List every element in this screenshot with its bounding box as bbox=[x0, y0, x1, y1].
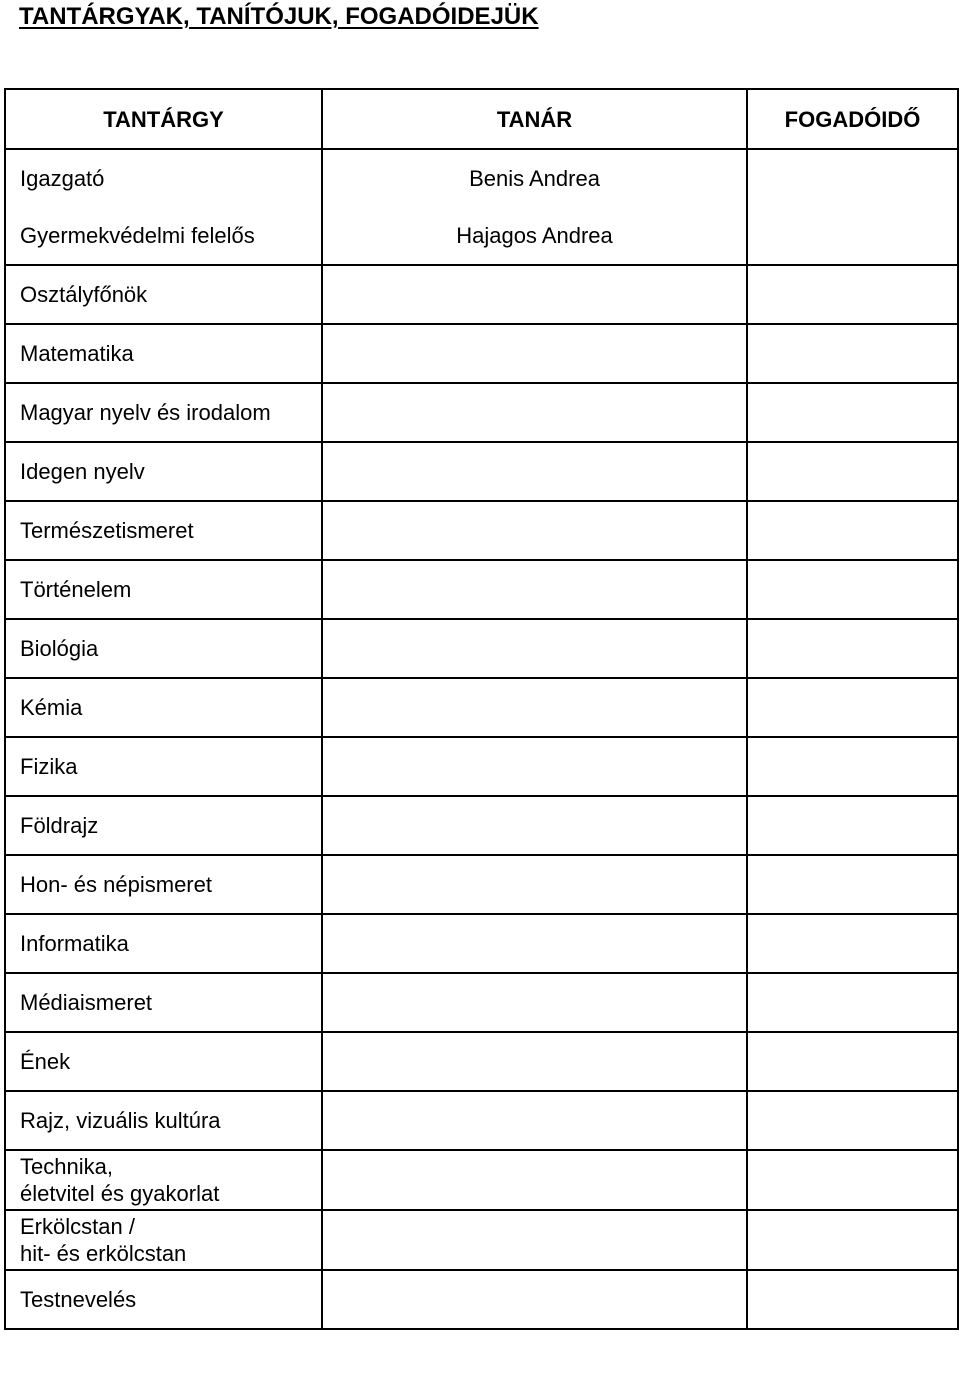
header-subject: TANTÁRGY bbox=[5, 89, 322, 149]
subject-cell bbox=[5, 1150, 322, 1210]
teacher-cell bbox=[322, 442, 747, 501]
subject-cell: Kémia bbox=[5, 678, 322, 737]
subject-cell: Igazgató bbox=[5, 149, 322, 207]
table-row bbox=[5, 324, 958, 383]
table-row bbox=[5, 619, 958, 678]
teacher-cell bbox=[322, 1270, 747, 1329]
reception-time-cell bbox=[747, 1210, 958, 1270]
table-header-row bbox=[5, 89, 958, 149]
teacher-cell bbox=[322, 619, 747, 678]
teacher-cell bbox=[322, 1091, 747, 1150]
subject-cell: Földrajz bbox=[5, 796, 322, 855]
reception-time-cell bbox=[747, 1032, 958, 1091]
teacher-cell bbox=[322, 383, 747, 442]
subject-cell: Biológia bbox=[5, 619, 322, 678]
teacher-cell bbox=[322, 855, 747, 914]
teacher-cell bbox=[322, 324, 747, 383]
subject-cell: Magyar nyelv és irodalom bbox=[5, 383, 322, 442]
reception-time-cell bbox=[747, 501, 958, 560]
subject-cell: Idegen nyelv bbox=[5, 442, 322, 501]
teacher-cell bbox=[322, 1032, 747, 1091]
reception-time-cell bbox=[747, 1150, 958, 1210]
teacher-cell: Benis Andrea bbox=[322, 149, 747, 207]
subject-cell: Ének bbox=[5, 1032, 322, 1091]
teacher-cell bbox=[322, 265, 747, 324]
table-row bbox=[5, 855, 958, 914]
subject-cell: Informatika bbox=[5, 914, 322, 973]
teacher-cell bbox=[322, 1210, 747, 1270]
subject-cell: Hon- és népismeret bbox=[5, 855, 322, 914]
teacher-cell bbox=[322, 973, 747, 1032]
reception-time-cell bbox=[747, 442, 958, 501]
subject-cell: Gyermekvédelmi felelős bbox=[5, 207, 322, 265]
subject-line: Technika, bbox=[20, 1154, 113, 1179]
header-reception-time: FOGADÓIDŐ bbox=[747, 89, 958, 149]
subject-cell: Médiaismeret bbox=[5, 973, 322, 1032]
reception-time-cell bbox=[747, 619, 958, 678]
reception-time-cell bbox=[747, 796, 958, 855]
page-title: TANTÁRGYAK, TANÍTÓJUK, FOGADÓIDEJÜK bbox=[19, 3, 539, 30]
table-row bbox=[5, 383, 958, 442]
teacher-cell bbox=[322, 796, 747, 855]
table-row bbox=[5, 1032, 958, 1091]
table-row bbox=[5, 973, 958, 1032]
table-row bbox=[5, 796, 958, 855]
reception-time-cell bbox=[747, 737, 958, 796]
subject-line: hit- és erkölcstan bbox=[20, 1241, 187, 1266]
table-row bbox=[5, 149, 958, 207]
teacher-cell bbox=[322, 914, 747, 973]
table-row bbox=[5, 1270, 958, 1329]
table-row bbox=[5, 737, 958, 796]
subject-cell: Történelem bbox=[5, 560, 322, 619]
subject-cell: Testnevelés bbox=[5, 1270, 322, 1329]
reception-time-cell bbox=[747, 1091, 958, 1150]
teacher-cell bbox=[322, 501, 747, 560]
reception-time-cell bbox=[747, 1270, 958, 1329]
subject-cell: Természetismeret bbox=[5, 501, 322, 560]
teacher-cell bbox=[322, 737, 747, 796]
table-row bbox=[5, 1210, 958, 1270]
reception-time-cell bbox=[747, 149, 958, 265]
reception-time-cell bbox=[747, 324, 958, 383]
table-row bbox=[5, 678, 958, 737]
table-row bbox=[5, 265, 958, 324]
reception-time-cell bbox=[747, 855, 958, 914]
teacher-cell: Hajagos Andrea bbox=[322, 207, 747, 265]
subject-cell: Fizika bbox=[5, 737, 322, 796]
reception-time-cell bbox=[747, 383, 958, 442]
subject-cell bbox=[5, 1210, 322, 1270]
table-row bbox=[5, 914, 958, 973]
reception-time-cell bbox=[747, 973, 958, 1032]
table-row bbox=[5, 442, 958, 501]
subject-line: Erkölcstan / bbox=[20, 1214, 135, 1239]
table-row bbox=[5, 501, 958, 560]
reception-time-cell bbox=[747, 560, 958, 619]
reception-time-cell bbox=[747, 914, 958, 973]
subject-line: életvitel és gyakorlat bbox=[20, 1181, 220, 1206]
table-row bbox=[5, 1091, 958, 1150]
table-row bbox=[5, 1150, 958, 1210]
header-teacher: TANÁR bbox=[322, 89, 747, 149]
subject-cell: Osztályfőnök bbox=[5, 265, 322, 324]
teacher-cell bbox=[322, 678, 747, 737]
subject-cell: Rajz, vizuális kultúra bbox=[5, 1091, 322, 1150]
subjects-table bbox=[4, 88, 959, 1330]
table-row bbox=[5, 560, 958, 619]
subject-cell: Matematika bbox=[5, 324, 322, 383]
teacher-cell bbox=[322, 1150, 747, 1210]
teacher-cell bbox=[322, 560, 747, 619]
reception-time-cell bbox=[747, 678, 958, 737]
reception-time-cell bbox=[747, 265, 958, 324]
